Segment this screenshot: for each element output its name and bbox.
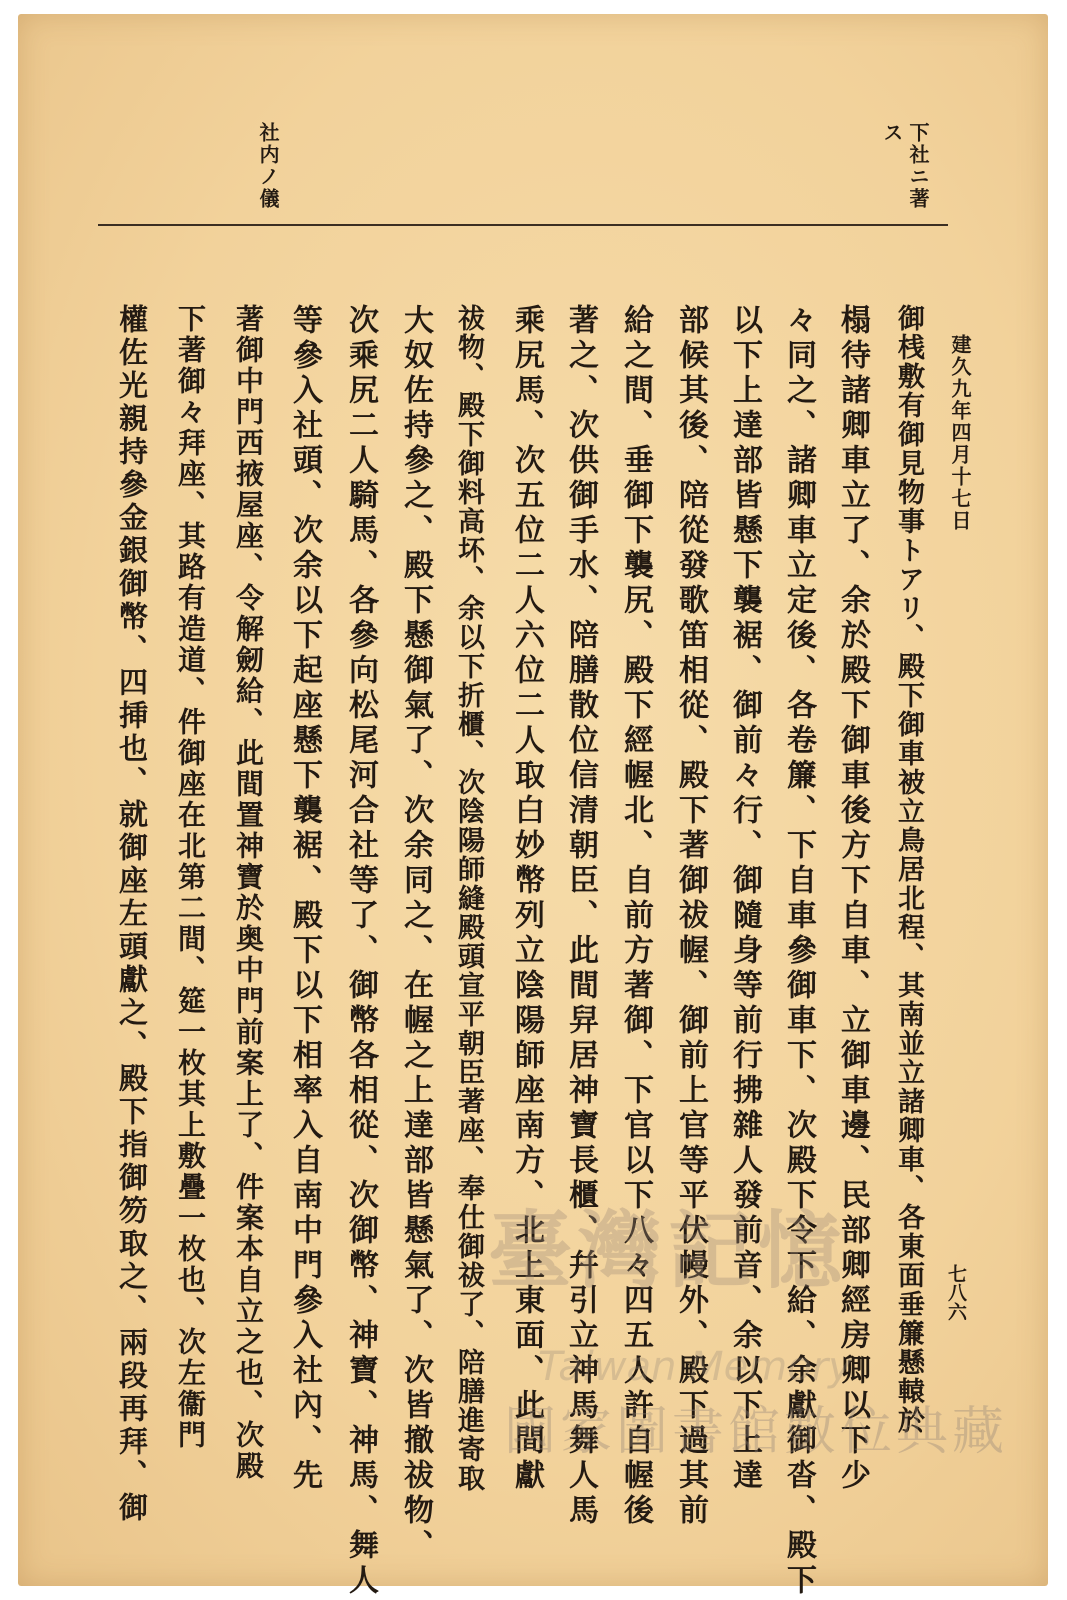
text-column-9: 祓物、殿下御料高坏、余以下折櫃、次陰陽師縫殿頭宣平朝臣著座、奉仕御祓了、陪膳進寄取 — [453, 304, 484, 1493]
book-page — [18, 14, 1048, 1599]
text-column-14: 下著御々拜座、其路有造道、件御座在北第二間、筵一枚其上敷疊一枚也、次左衞門 — [174, 304, 207, 1451]
text-column-12: 等參入社頭、次余以下起座懸下襲裾、殿下以下相率入自南中門參入社內、先 — [287, 304, 322, 1494]
library-watermark-seal: 臺灣記憶 — [488, 1201, 849, 1300]
text-column-2: 榻待諸卿車立了、余於殿下御車後方下自車、立御車邊、民部卿經房卿以下少 — [835, 304, 870, 1494]
text-column-15: 權佐光親持參金銀御幣、四挿也、就御座左頭獻之、殿下指御笏取之、兩段再拜、御 — [115, 304, 149, 1525]
text-column-4: 以下上達部皆懸下襲裾、御前々行、御隨身等前行拂雜人發前音、余以下上達 — [727, 304, 762, 1494]
library-watermark-footer: 國家圖書館數位典藏 — [504, 1402, 1009, 1462]
text-column-6: 給之間、垂御下襲尻、殿下經幄北、自前方著御、下官以下八々四五人許自幄後 — [618, 304, 653, 1529]
text-column-7: 著之、次供御手水、陪膳散位信清朝臣、此間舁居神寶長櫃、幷引立神馬舞人馬 — [563, 304, 598, 1529]
text-column-8: 乘尻馬、次五位二人六位二人取白妙幣列立陰陽師座南方、北上東面、此間獻 — [509, 304, 544, 1494]
running-header-left: 社内ノ儀 — [256, 122, 280, 210]
text-column-1: 御桟敷有御見物事トアリ、殿下御車被立鳥居北程、其南並立諸卿車、各東面垂簾懸轅於 — [893, 304, 924, 1435]
header-rule — [98, 224, 948, 226]
page-number: 七八六 — [945, 1264, 967, 1321]
text-column-13: 著御中門西掖屋座、令解劒給、此間置神寶於奥中門前案上了、件案本自立之也、次殿 — [232, 304, 265, 1482]
library-watermark-latin: Taiwan Memory — [538, 1344, 852, 1390]
running-header-right-tail: ス — [880, 122, 904, 144]
text-column-10: 大奴佐持參之、殿下懸御氣了、次余同之、在幄之上達部皆懸氣了、次皆撤祓物、 — [398, 304, 433, 1564]
text-column-5: 部候其後、陪從發歌笛相從、殿下著御祓幄、御前上官等平伏幔外、殿下過其前 — [673, 304, 708, 1529]
text-column-11: 次乘尻二人騎馬、各參向松尾河合社等了、御幣各相從、次御幣、神寶、神馬、舞人 — [343, 304, 378, 1599]
text-column-3: 々同之、諸卿車立定後、各卷簾、下自車參御車下、次殿下令下給、余獻御沓、殿下 — [781, 304, 816, 1599]
date-line: 建久九年四月十七日 — [948, 334, 972, 532]
running-header-right: 下社ニ著 — [906, 122, 930, 210]
